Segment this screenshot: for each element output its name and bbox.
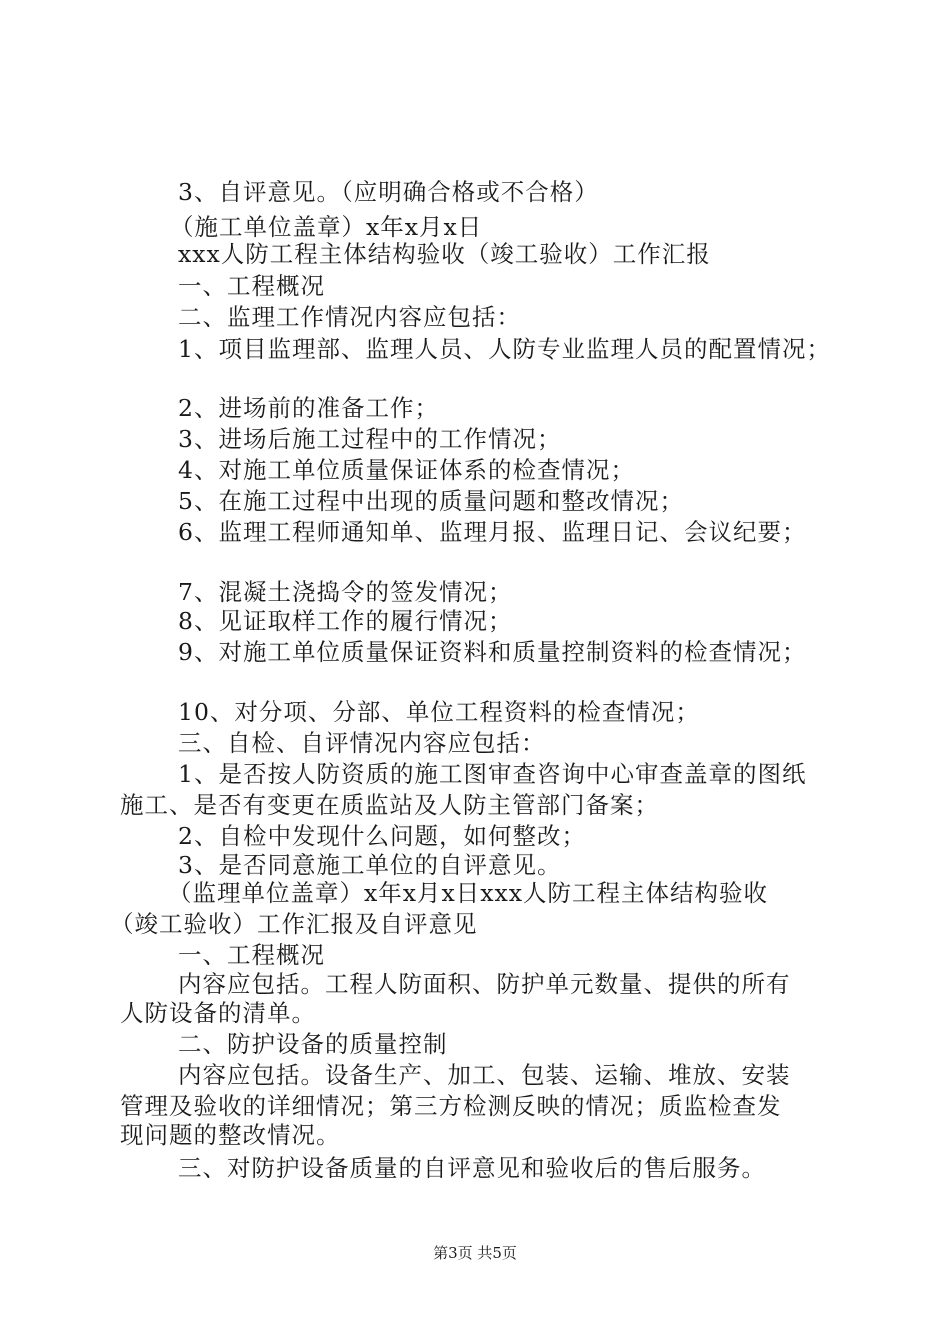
text-line: 一、工程概况 <box>178 272 325 300</box>
text-line: 5、在施工过程中出现的质量问题和整改情况； <box>178 487 684 515</box>
text-line: 三、对防护设备质量的自评意见和验收后的售后服务。 <box>178 1154 766 1182</box>
text-line: 人防设备的清单。 <box>120 999 316 1027</box>
page-number-footer: 第3页 共5页 <box>433 1244 517 1262</box>
text-line: 现问题的整改情况。 <box>120 1121 341 1149</box>
text-line: 三、自检、自评情况内容应包括： <box>178 729 546 757</box>
text-line: 1、是否按人防资质的施工图审查咨询中心审查盖章的图纸 <box>178 760 807 788</box>
text-line: 9、对施工单位质量保证资料和质量控制资料的检查情况； <box>178 638 807 666</box>
text-line: 8、见证取样工作的履行情况； <box>178 607 513 635</box>
text-line: xxx人防工程主体结构验收（竣工验收）工作汇报 <box>178 240 711 268</box>
text-line: 管理及验收的详细情况；第三方检测反映的情况；质监检查发 <box>120 1092 782 1120</box>
text-line: 2、自检中发现什么问题，如何整改； <box>178 822 586 850</box>
text-line: 二、监理工作情况内容应包括： <box>178 303 521 331</box>
text-line: （施工单位盖章）x年x月x日 <box>170 213 483 241</box>
text-line: 7、混凝土浇捣令的签发情况； <box>178 578 513 606</box>
text-line: 6、监理工程师通知单、监理月报、监理日记、会议纪要； <box>178 518 807 546</box>
text-line: 4、对施工单位质量保证体系的检查情况； <box>178 456 635 484</box>
text-line: 3、自评意见。（应明确合格或不合格） <box>178 178 599 206</box>
text-line: 施工、是否有变更在质监站及人防主管部门备案； <box>120 791 659 819</box>
text-line: 二、防护设备的质量控制 <box>178 1030 448 1058</box>
text-line: （竣工验收）工作汇报及自评意见 <box>110 910 478 938</box>
text-line: 内容应包括。设备生产、加工、包装、运输、堆放、安装 <box>178 1061 791 1089</box>
text-line: 10、对分项、分部、单位工程资料的检查情况； <box>178 698 700 726</box>
text-line: 3、进场后施工过程中的工作情况； <box>178 425 562 453</box>
text-line: 内容应包括。工程人防面积、防护单元数量、提供的所有 <box>178 970 791 998</box>
text-line: 1、项目监理部、监理人员、人防专业监理人员的配置情况； <box>178 335 831 363</box>
text-line: 2、进场前的准备工作； <box>178 394 439 422</box>
text-line: （监理单位盖章）x年x月x日xxx人防工程主体结构验收 <box>168 879 769 907</box>
text-line: 3、是否同意施工单位的自评意见。 <box>178 851 562 879</box>
text-line: 一、工程概况 <box>178 941 325 969</box>
